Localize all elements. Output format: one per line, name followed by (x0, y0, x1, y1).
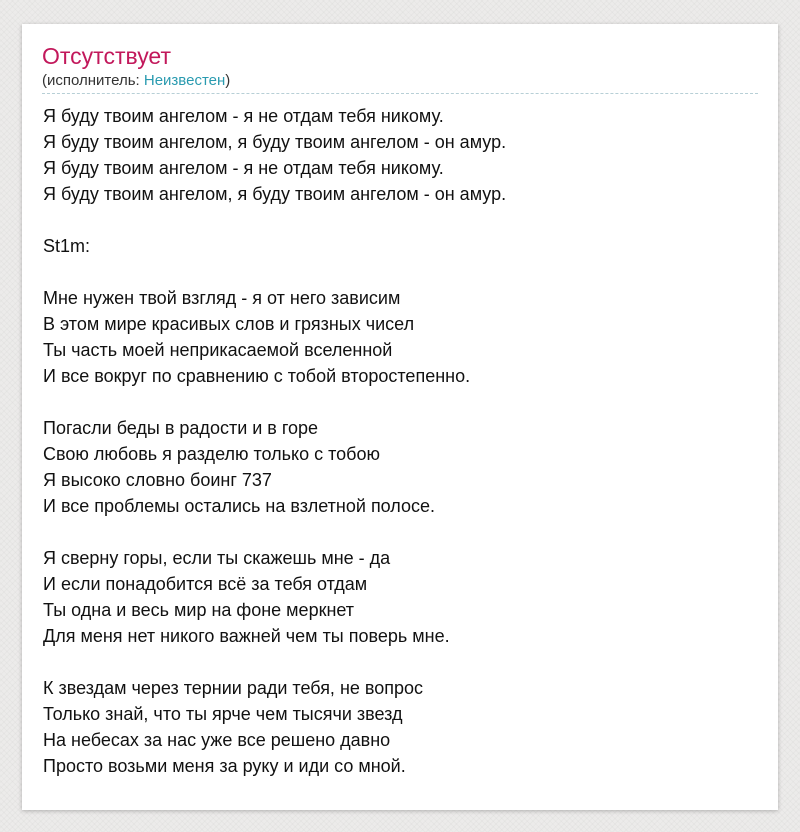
lyrics-line: Мне нужен твой взгляд - я от него зависим (43, 288, 401, 308)
lyrics-line: Я буду твоим ангелом, я буду твоим ангелом - он амур. (43, 132, 507, 152)
lyrics-line: И если понадобится всё за тебя отдам (43, 574, 368, 594)
lyrics-stanza (43, 103, 759, 207)
lyrics-line: Я высоко словно боинг 737 (43, 470, 272, 490)
lyrics-stanza (43, 285, 759, 389)
lyrics-line: Просто возьми меня за руку и иди со мной. (43, 756, 406, 776)
artist-suffix: ) (225, 72, 231, 89)
lyrics-stanza (43, 233, 759, 259)
lyrics-line: И все проблемы остались на взлетной полосе. (43, 496, 436, 516)
lyrics-line: Свою любовь я разделю только с тобою (43, 444, 380, 464)
lyrics-line: На небесах за нас уже все решено давно (43, 730, 391, 750)
lyrics-line: Я буду твоим ангелом, я буду твоим ангелом - он амур. (43, 184, 507, 204)
lyrics-card (22, 24, 778, 810)
lyrics-line: В этом мире красивых слов и грязных чисел (43, 314, 415, 334)
lyrics-line: St1m: (43, 236, 91, 256)
lyrics-line: Я буду твоим ангелом - я не отдам тебя никому. (43, 158, 444, 178)
lyrics-stanza (43, 415, 759, 519)
artist-line (42, 71, 758, 91)
lyrics-line: Погасли беды в радости и в горе (43, 418, 319, 438)
lyrics-line: Я сверну горы, если ты скажешь мне - да (43, 548, 391, 568)
lyrics-line: Только знай, что ты ярче чем тысячи звезд (43, 704, 403, 724)
lyrics-line: Для меня нет никого важней чем ты поверь мне. (43, 626, 450, 646)
lyrics-stanza (43, 675, 759, 779)
lyrics-line: И все вокруг по сравнению с тобой второстепенно. (43, 366, 471, 386)
lyrics-stanza (43, 545, 759, 649)
lyrics-line: Я буду твоим ангелом - я не отдам тебя никому. (43, 106, 444, 126)
artist-prefix: (исполнитель: (42, 72, 144, 89)
song-title: Отсутствует (42, 43, 171, 69)
lyrics-line: К звездам через тернии ради тебя, не вопрос (43, 678, 424, 698)
song-header (42, 42, 758, 91)
lyrics-text (43, 103, 759, 805)
header-divider (42, 93, 758, 94)
lyrics-line: Ты одна и весь мир на фоне меркнет (43, 600, 355, 620)
lyrics-line: Ты часть моей неприкасаемой вселенной (43, 340, 393, 360)
artist-link[interactable]: Неизвестен (143, 72, 226, 89)
